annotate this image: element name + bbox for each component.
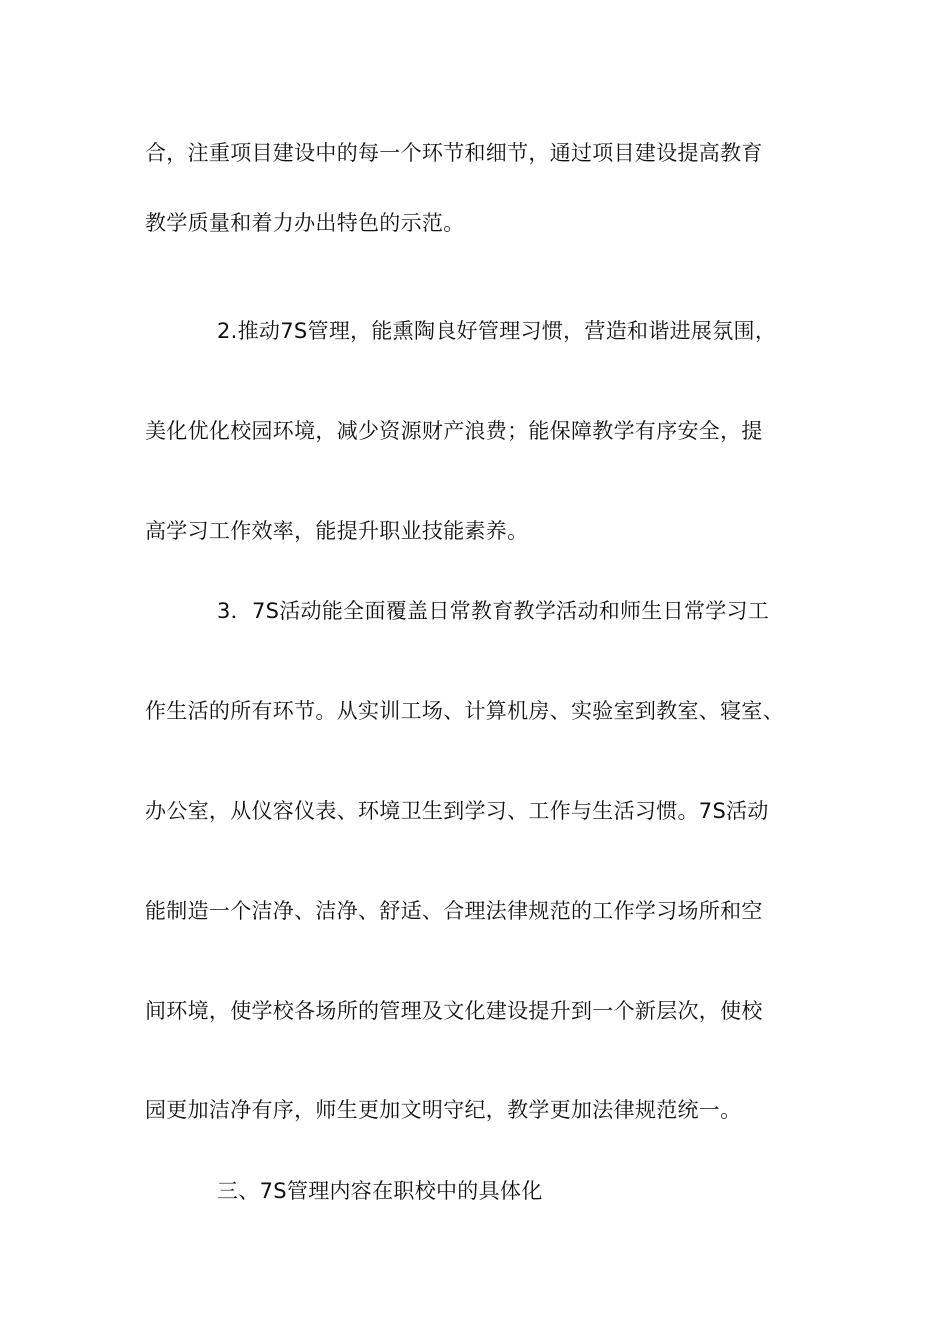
- text-line: 间环境，使学校各场所的管理及文化建设提升到一个新层次，使校: [145, 999, 763, 1023]
- text-line: 园更加洁净有序，师生更加文明守纪，教学更加法律规范统一。: [145, 1098, 742, 1122]
- section-heading: 三、7S管理内容在职校中的具体化: [217, 1179, 543, 1203]
- text-line: 高学习工作效率，能提升职业技能素养。: [145, 519, 529, 543]
- paragraph-start-line: 2.推动7S管理，能熏陶良好管理习惯，营造和谐进展氛围，: [217, 319, 777, 343]
- text-line: 教学质量和着力办出特色的示范。: [145, 211, 465, 235]
- text-line: 办公室，从仪容仪表、环境卫生到学习、工作与生活习惯。7S活动: [145, 799, 769, 823]
- text-line: 合，注重项目建设中的每一个环节和细节，通过项目建设提高教育: [145, 141, 763, 165]
- text-line: 美化优化校园环境，减少资源财产浪费；能保障教学有序安全，提: [145, 419, 763, 443]
- text-line: 作生活的所有环节。从实训工场、计算机房、实验室到教室、寝室、: [145, 699, 784, 723]
- text-line: 能制造一个洁净、洁净、舒适、合理法律规范的工作学习场所和空: [145, 899, 763, 923]
- paragraph-start-line: 3．7S活动能全面覆盖日常教育教学活动和师生日常学习工: [217, 599, 770, 623]
